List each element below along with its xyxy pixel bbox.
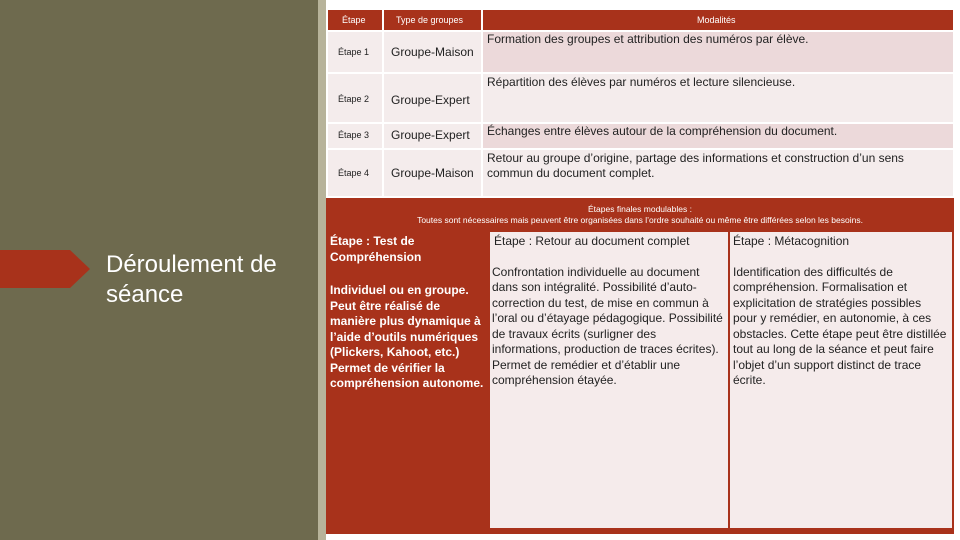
header-modalites <box>483 10 953 30</box>
final-col-metacognition-title: Étape : Métacognition <box>733 234 850 248</box>
row3-type: Groupe-Expert <box>384 124 481 148</box>
row3-etape: Étape 3 <box>328 124 382 148</box>
header-modalites-label: Modalités <box>697 15 736 25</box>
header-etape-label: Étape <box>342 15 366 25</box>
final-col-metacognition-body: Identification des difficultés de compréhension. Formalisation et explicitation de stratégies possibles pour y remédier, en autonomie, à ces obstacles. Cette étape peut être distillée tout au long de la séance et peut faire l’objet d’un support distinct de trace écrite. <box>733 264 947 387</box>
final-col-test-body: Individuel ou en groupe. Peut être réalisé de manière plus dynamique à l’aide d’outils numériques (Plickers, Kahoot, etc.) Permet de vérifier la compréhension autonome. <box>330 283 484 390</box>
row1-modalite: Formation des groupes et attribution des numéros par élève. <box>483 32 953 72</box>
panel-divider <box>318 0 326 540</box>
final-col-retour-title: Étape : Retour au document complet <box>494 234 690 248</box>
header-type-label: Type de groupes <box>396 15 464 25</box>
arrow-marker-icon <box>0 250 90 288</box>
row4-modalite: Retour au groupe d’origine, partage des informations et construction d’un sens commun du document complet. <box>483 150 953 196</box>
row1-etape: Étape 1 <box>328 32 382 72</box>
final-col-retour <box>490 232 728 528</box>
row2-modalite: Répartition des élèves par numéros et lecture silencieuse. <box>483 74 953 122</box>
row1-type: Groupe-Maison <box>384 32 481 72</box>
row3-modalite: Échanges entre élèves autour de la compréhension du document. <box>483 124 953 148</box>
final-col-test-title: Étape : Test de Compréhension <box>330 234 422 264</box>
header-type <box>384 10 481 30</box>
final-col-retour-body: Confrontation individuelle au document dans son intégralité. Possibilité d’auto-correction du test, de mise en commun à l’oral ou d’étayage pédagogique. Possibilité de travaux écrits (surligner des informations, production de traces écrites). Permet de remédier et d’établir une compréhension étayée. <box>492 264 723 387</box>
header-etape <box>328 10 382 30</box>
final-steps-header <box>326 202 954 230</box>
final-col-metacognition <box>730 232 952 528</box>
row2-type: Groupe-Expert <box>384 74 481 122</box>
final-steps-header-line2: Toutes sont nécessaires mais peuvent être organisées dans l’ordre souhaité ou même être différées selon les besoins. <box>417 215 863 225</box>
row4-etape: Étape 4 <box>328 150 382 196</box>
final-steps-header-line1: Étapes finales modulables : <box>588 204 692 214</box>
slide-title: Déroulement de séance <box>106 251 277 308</box>
row4-type: Groupe-Maison <box>384 150 481 196</box>
row2-etape: Étape 2 <box>328 74 382 122</box>
final-col-test <box>328 232 488 528</box>
